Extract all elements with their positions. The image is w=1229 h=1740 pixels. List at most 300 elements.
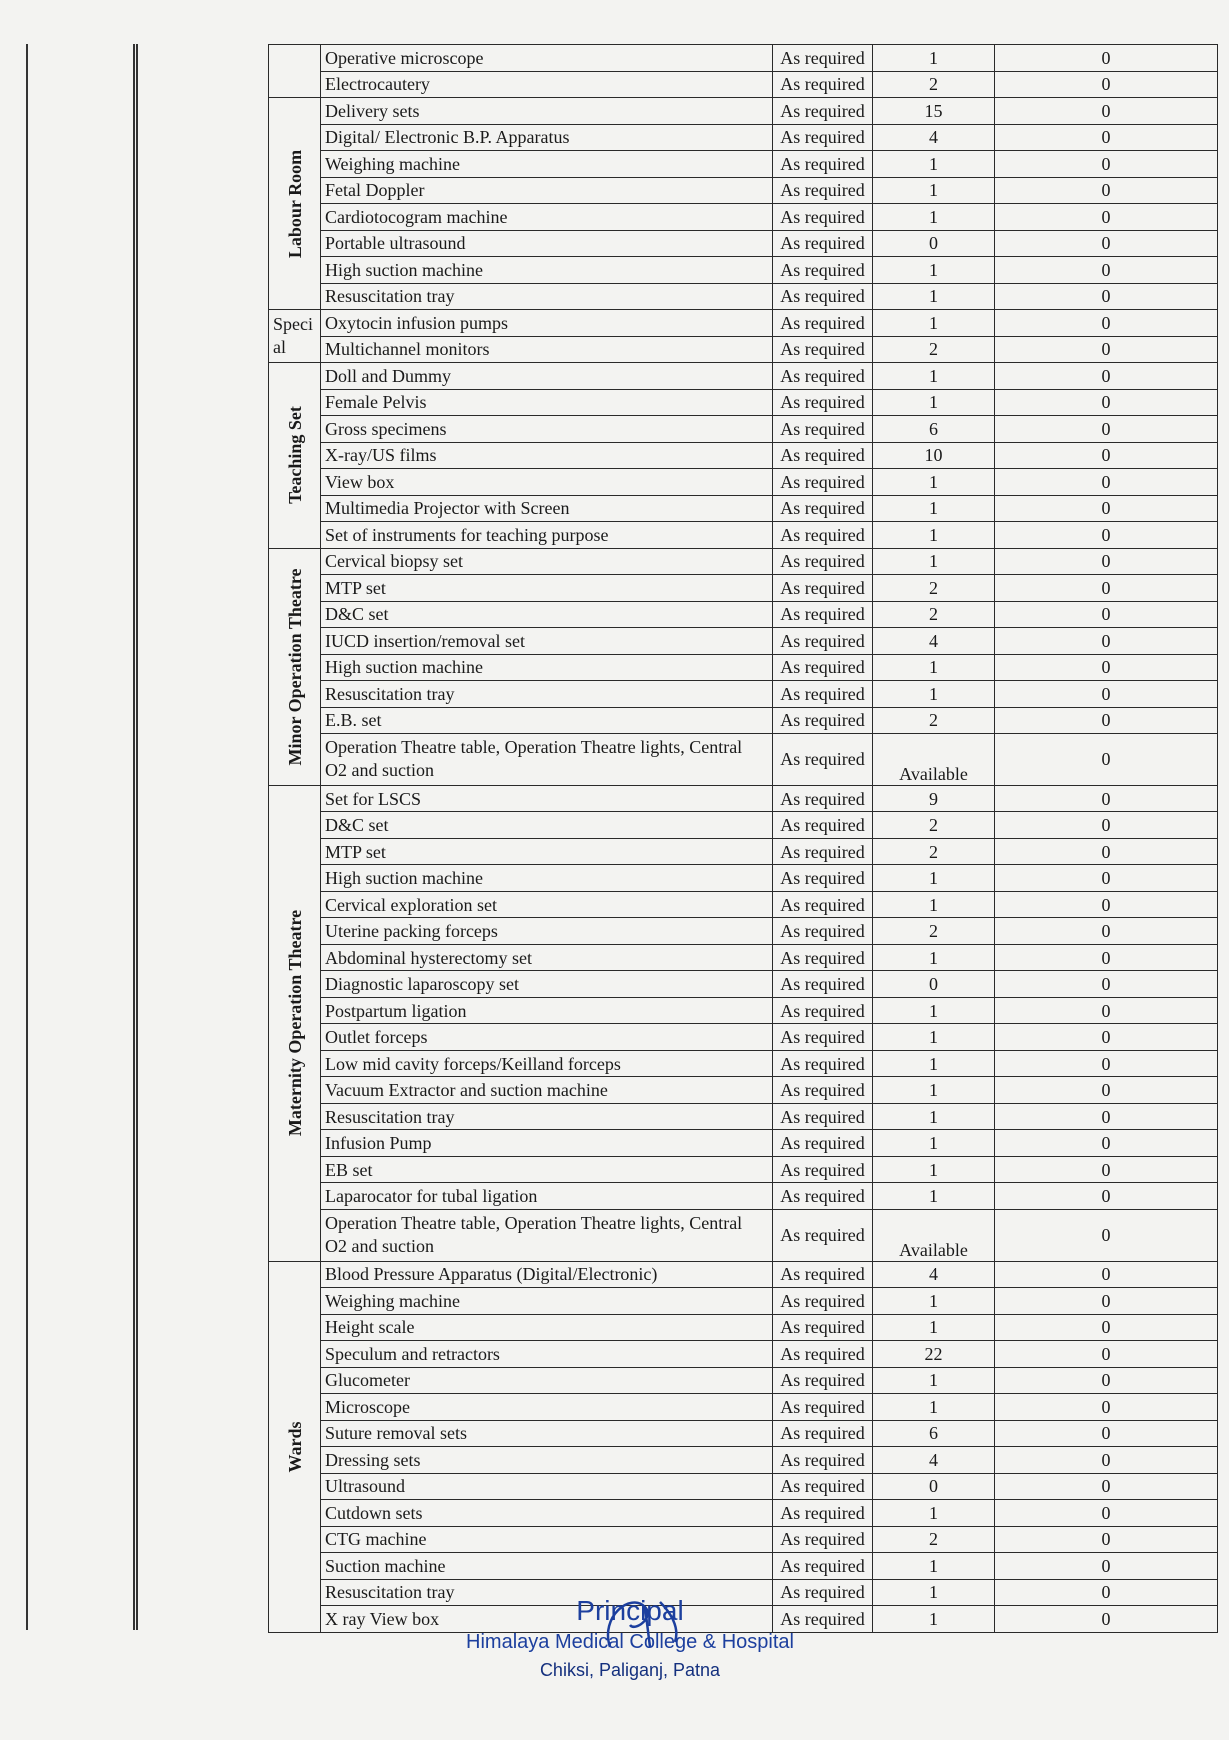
equipment-name: Suction machine <box>321 1553 773 1580</box>
requirement: As required <box>773 1341 873 1368</box>
table-row <box>269 1024 1218 1051</box>
section-label-cell <box>269 1261 321 1632</box>
deficiency: 0 <box>995 1420 1218 1447</box>
equipment-name: MTP set <box>321 838 773 865</box>
requirement: As required <box>773 1526 873 1553</box>
equipment-name: High suction machine <box>321 865 773 892</box>
available-quantity: 4 <box>873 1447 995 1474</box>
equipment-name: D&C set <box>321 812 773 839</box>
available-quantity: 1 <box>873 1130 995 1157</box>
requirement: As required <box>773 1183 873 1210</box>
deficiency: 0 <box>995 575 1218 602</box>
table-row <box>269 891 1218 918</box>
table-row <box>269 1447 1218 1474</box>
requirement: As required <box>773 891 873 918</box>
table-row <box>269 601 1218 628</box>
available-quantity: 4 <box>873 1261 995 1288</box>
table-row <box>269 681 1218 708</box>
table-row <box>269 310 1218 337</box>
requirement: As required <box>773 151 873 178</box>
requirement: As required <box>773 257 873 284</box>
equipment-name: Weighing machine <box>321 1288 773 1315</box>
available-quantity: 4 <box>873 124 995 151</box>
table-row <box>269 522 1218 549</box>
requirement: As required <box>773 812 873 839</box>
available-quantity: 6 <box>873 1420 995 1447</box>
table-row <box>269 1156 1218 1183</box>
table-row <box>269 1209 1218 1261</box>
deficiency: 0 <box>995 45 1218 72</box>
deficiency: 0 <box>995 257 1218 284</box>
table-row <box>269 1420 1218 1447</box>
available-quantity: 1 <box>873 681 995 708</box>
requirement: As required <box>773 469 873 496</box>
requirement: As required <box>773 124 873 151</box>
deficiency: 0 <box>995 151 1218 178</box>
available-quantity: 1 <box>873 1500 995 1527</box>
available-quantity: 2 <box>873 71 995 98</box>
requirement: As required <box>773 1606 873 1633</box>
equipment-name: CTG machine <box>321 1526 773 1553</box>
table-row <box>269 389 1218 416</box>
table-row <box>269 45 1218 72</box>
deficiency: 0 <box>995 416 1218 443</box>
available-quantity: 2 <box>873 1526 995 1553</box>
equipment-name: Diagnostic laparoscopy set <box>321 971 773 998</box>
available-quantity: 1 <box>873 1156 995 1183</box>
table-row <box>269 997 1218 1024</box>
requirement: As required <box>773 1156 873 1183</box>
requirement: As required <box>773 681 873 708</box>
deficiency: 0 <box>995 1553 1218 1580</box>
deficiency: 0 <box>995 707 1218 734</box>
deficiency: 0 <box>995 1606 1218 1633</box>
requirement: As required <box>773 71 873 98</box>
table-row <box>269 469 1218 496</box>
requirement: As required <box>773 1130 873 1157</box>
deficiency: 0 <box>995 495 1218 522</box>
equipment-name: View box <box>321 469 773 496</box>
deficiency: 0 <box>995 1077 1218 1104</box>
available-quantity: 1 <box>873 891 995 918</box>
requirement: As required <box>773 601 873 628</box>
equipment-name: Cervical biopsy set <box>321 548 773 575</box>
table-row <box>269 283 1218 310</box>
requirement: As required <box>773 1447 873 1474</box>
table-row <box>269 971 1218 998</box>
available-quantity: 1 <box>873 1606 995 1633</box>
section-label: Maternity Operation Theatre <box>284 910 305 1137</box>
table-row <box>269 1077 1218 1104</box>
requirement: As required <box>773 654 873 681</box>
available-quantity: 2 <box>873 707 995 734</box>
available-quantity: 22 <box>873 1341 995 1368</box>
deficiency: 0 <box>995 812 1218 839</box>
deficiency: 0 <box>995 944 1218 971</box>
table-row <box>269 1103 1218 1130</box>
available-quantity: 4 <box>873 628 995 655</box>
deficiency: 0 <box>995 1500 1218 1527</box>
table-row <box>269 654 1218 681</box>
equipment-name: Vacuum Extractor and suction machine <box>321 1077 773 1104</box>
available-quantity: 1 <box>873 548 995 575</box>
table-row <box>269 177 1218 204</box>
section-label-cell <box>269 310 321 363</box>
requirement: As required <box>773 416 873 443</box>
equipment-name: Ultrasound <box>321 1473 773 1500</box>
requirement: As required <box>773 522 873 549</box>
available-quantity: 2 <box>873 838 995 865</box>
available-quantity: 1 <box>873 865 995 892</box>
table-row <box>269 1314 1218 1341</box>
deficiency: 0 <box>995 1394 1218 1421</box>
equipment-name: Delivery sets <box>321 98 773 125</box>
table-row <box>269 1183 1218 1210</box>
equipment-name: Digital/ Electronic B.P. Apparatus <box>321 124 773 151</box>
table-row <box>269 363 1218 390</box>
deficiency: 0 <box>995 283 1218 310</box>
table-row <box>269 1367 1218 1394</box>
available-quantity: 0 <box>873 230 995 257</box>
available-quantity: 2 <box>873 601 995 628</box>
table-row <box>269 918 1218 945</box>
deficiency: 0 <box>995 865 1218 892</box>
available-quantity: 15 <box>873 98 995 125</box>
table-row <box>269 628 1218 655</box>
equipment-name: Blood Pressure Apparatus (Digital/Electronic) <box>321 1261 773 1288</box>
available-quantity: 9 <box>873 785 995 812</box>
deficiency: 0 <box>995 971 1218 998</box>
table-row <box>269 1261 1218 1288</box>
equipment-name: Operation Theatre table, Operation Theatre lights, Central O2 and suction <box>321 734 773 786</box>
table-row <box>269 257 1218 284</box>
section-label: Teaching Set <box>284 406 305 505</box>
deficiency: 0 <box>995 336 1218 363</box>
equipment-name: X ray View box <box>321 1606 773 1633</box>
table-row <box>269 1050 1218 1077</box>
requirement: As required <box>773 1288 873 1315</box>
deficiency: 0 <box>995 1288 1218 1315</box>
college-address: Chiksi, Paliganj, Patna <box>539 1660 721 1680</box>
table-row <box>269 865 1218 892</box>
available-quantity: 1 <box>873 1024 995 1051</box>
table-row <box>269 548 1218 575</box>
requirement: As required <box>773 1553 873 1580</box>
available-quantity: Available <box>873 734 995 786</box>
available-quantity: 0 <box>873 1473 995 1500</box>
requirement: As required <box>773 1394 873 1421</box>
section-label: Labour Room <box>284 149 305 258</box>
table-row <box>269 71 1218 98</box>
deficiency: 0 <box>995 734 1218 786</box>
table-row <box>269 495 1218 522</box>
equipment-name: D&C set <box>321 601 773 628</box>
requirement: As required <box>773 1103 873 1130</box>
requirement: As required <box>773 1579 873 1606</box>
available-quantity: 1 <box>873 1553 995 1580</box>
equipment-name: Fetal Doppler <box>321 177 773 204</box>
available-quantity: 10 <box>873 442 995 469</box>
table-row <box>269 336 1218 363</box>
deficiency: 0 <box>995 124 1218 151</box>
requirement: As required <box>773 1261 873 1288</box>
section-label-cell <box>269 363 321 549</box>
equipment-name: EB set <box>321 1156 773 1183</box>
available-quantity: 1 <box>873 1314 995 1341</box>
deficiency: 0 <box>995 548 1218 575</box>
deficiency: 0 <box>995 363 1218 390</box>
equipment-name: Resuscitation tray <box>321 283 773 310</box>
deficiency: 0 <box>995 1367 1218 1394</box>
available-quantity: 1 <box>873 363 995 390</box>
deficiency: 0 <box>995 389 1218 416</box>
available-quantity: 1 <box>873 654 995 681</box>
requirement: As required <box>773 336 873 363</box>
deficiency: 0 <box>995 997 1218 1024</box>
available-quantity: 1 <box>873 389 995 416</box>
deficiency: 0 <box>995 891 1218 918</box>
table-row <box>269 944 1218 971</box>
deficiency: 0 <box>995 442 1218 469</box>
requirement: As required <box>773 1077 873 1104</box>
deficiency: 0 <box>995 1473 1218 1500</box>
requirement: As required <box>773 997 873 1024</box>
equipment-name: Suture removal sets <box>321 1420 773 1447</box>
requirement: As required <box>773 1314 873 1341</box>
margin-rule-left <box>26 44 28 1630</box>
available-quantity: 1 <box>873 283 995 310</box>
equipment-name: Set for LSCS <box>321 785 773 812</box>
section-label: Speci al <box>273 313 313 357</box>
deficiency: 0 <box>995 654 1218 681</box>
requirement: As required <box>773 1209 873 1261</box>
section-label-cell <box>269 98 321 310</box>
requirement: As required <box>773 1420 873 1447</box>
requirement: As required <box>773 734 873 786</box>
requirement: As required <box>773 838 873 865</box>
equipment-name: Female Pelvis <box>321 389 773 416</box>
table-row <box>269 230 1218 257</box>
section-label-cell <box>269 785 321 1261</box>
equipment-name: Infusion Pump <box>321 1130 773 1157</box>
available-quantity: 1 <box>873 151 995 178</box>
deficiency: 0 <box>995 204 1218 231</box>
equipment-name: Low mid cavity forceps/Keilland forceps <box>321 1050 773 1077</box>
equipment-name: Cardiotocogram machine <box>321 204 773 231</box>
table-row <box>269 838 1218 865</box>
deficiency: 0 <box>995 71 1218 98</box>
available-quantity: 2 <box>873 812 995 839</box>
table-row <box>269 1394 1218 1421</box>
deficiency: 0 <box>995 628 1218 655</box>
requirement: As required <box>773 204 873 231</box>
requirement: As required <box>773 944 873 971</box>
section-label-cell <box>269 548 321 785</box>
available-quantity: 1 <box>873 1103 995 1130</box>
table-row <box>269 575 1218 602</box>
deficiency: 0 <box>995 469 1218 496</box>
requirement: As required <box>773 918 873 945</box>
equipment-name: Oxytocin infusion pumps <box>321 310 773 337</box>
deficiency: 0 <box>995 98 1218 125</box>
available-quantity: 1 <box>873 997 995 1024</box>
equipment-name: Resuscitation tray <box>321 681 773 708</box>
available-quantity: 1 <box>873 1077 995 1104</box>
equipment-name: Abdominal hysterectomy set <box>321 944 773 971</box>
requirement: As required <box>773 628 873 655</box>
margin-rule-3 <box>136 44 138 1630</box>
requirement: As required <box>773 495 873 522</box>
deficiency: 0 <box>995 601 1218 628</box>
table-row <box>269 124 1218 151</box>
equipment-name: Multichannel monitors <box>321 336 773 363</box>
available-quantity: 1 <box>873 310 995 337</box>
requirement: As required <box>773 389 873 416</box>
equipment-name: X-ray/US films <box>321 442 773 469</box>
margin-rule-2 <box>133 44 135 1630</box>
requirement: As required <box>773 363 873 390</box>
equipment-name: Doll and Dummy <box>321 363 773 390</box>
available-quantity: 1 <box>873 469 995 496</box>
available-quantity: 1 <box>873 522 995 549</box>
available-quantity: 1 <box>873 1394 995 1421</box>
section-label: Minor Operation Theatre <box>284 568 305 766</box>
deficiency: 0 <box>995 1447 1218 1474</box>
table-row <box>269 442 1218 469</box>
deficiency: 0 <box>995 918 1218 945</box>
available-quantity: 1 <box>873 495 995 522</box>
available-quantity: 2 <box>873 336 995 363</box>
section-label: Wards <box>284 1421 305 1473</box>
table-row <box>269 416 1218 443</box>
equipment-name: Cervical exploration set <box>321 891 773 918</box>
requirement: As required <box>773 548 873 575</box>
deficiency: 0 <box>995 1050 1218 1077</box>
equipment-name: Resuscitation tray <box>321 1103 773 1130</box>
table-row <box>269 1526 1218 1553</box>
equipment-name: Portable ultrasound <box>321 230 773 257</box>
requirement: As required <box>773 707 873 734</box>
table-row <box>269 734 1218 786</box>
equipment-name: IUCD insertion/removal set <box>321 628 773 655</box>
deficiency: 0 <box>995 1103 1218 1130</box>
equipment-name: Weighing machine <box>321 151 773 178</box>
table-row <box>269 1500 1218 1527</box>
requirement: As required <box>773 230 873 257</box>
requirement: As required <box>773 1473 873 1500</box>
equipment-name: Resuscitation tray <box>321 1579 773 1606</box>
equipment-name: Dressing sets <box>321 1447 773 1474</box>
deficiency: 0 <box>995 1526 1218 1553</box>
equipment-name: Gross specimens <box>321 416 773 443</box>
available-quantity: 6 <box>873 416 995 443</box>
deficiency: 0 <box>995 1156 1218 1183</box>
available-quantity: 1 <box>873 1367 995 1394</box>
equipment-name: High suction machine <box>321 257 773 284</box>
available-quantity: 1 <box>873 1050 995 1077</box>
available-quantity: 1 <box>873 204 995 231</box>
equipment-name: Height scale <box>321 1314 773 1341</box>
table-row <box>269 204 1218 231</box>
section-label-cell <box>269 45 321 98</box>
available-quantity: 0 <box>873 971 995 998</box>
deficiency: 0 <box>995 1130 1218 1157</box>
deficiency: 0 <box>995 1261 1218 1288</box>
signature-stamp <box>440 1595 820 1681</box>
requirement: As required <box>773 1050 873 1077</box>
college-name: Himalaya Medical College & Hospital <box>466 1631 794 1653</box>
equipment-name: Cutdown sets <box>321 1500 773 1527</box>
requirement: As required <box>773 1024 873 1051</box>
equipment-name: Operation Theatre table, Operation Theatre lights, Central O2 and suction <box>321 1209 773 1261</box>
deficiency: 0 <box>995 838 1218 865</box>
requirement: As required <box>773 785 873 812</box>
deficiency: 0 <box>995 785 1218 812</box>
table-row <box>269 1130 1218 1157</box>
requirement: As required <box>773 971 873 998</box>
principal-title: Principal <box>576 1595 684 1626</box>
equipment-name: Postpartum ligation <box>321 997 773 1024</box>
equipment-name: Electrocautery <box>321 71 773 98</box>
table-row <box>269 785 1218 812</box>
table-row <box>269 1553 1218 1580</box>
table-row <box>269 812 1218 839</box>
equipment-table <box>268 44 1218 1633</box>
table-row <box>269 707 1218 734</box>
deficiency: 0 <box>995 310 1218 337</box>
requirement: As required <box>773 575 873 602</box>
requirement: As required <box>773 865 873 892</box>
available-quantity: 1 <box>873 1288 995 1315</box>
requirement: As required <box>773 1367 873 1394</box>
deficiency: 0 <box>995 681 1218 708</box>
table-row <box>269 1288 1218 1315</box>
requirement: As required <box>773 1500 873 1527</box>
deficiency: 0 <box>995 1209 1218 1261</box>
table-row <box>269 1473 1218 1500</box>
deficiency: 0 <box>995 1341 1218 1368</box>
table-row <box>269 98 1218 125</box>
requirement: As required <box>773 283 873 310</box>
equipment-name: Operative microscope <box>321 45 773 72</box>
requirement: As required <box>773 177 873 204</box>
available-quantity: 2 <box>873 575 995 602</box>
table-row <box>269 151 1218 178</box>
equipment-name: Outlet forceps <box>321 1024 773 1051</box>
deficiency: 0 <box>995 230 1218 257</box>
available-quantity: 2 <box>873 918 995 945</box>
deficiency: 0 <box>995 1183 1218 1210</box>
available-quantity: 1 <box>873 1183 995 1210</box>
equipment-name: E.B. set <box>321 707 773 734</box>
equipment-name: Set of instruments for teaching purpose <box>321 522 773 549</box>
requirement: As required <box>773 98 873 125</box>
equipment-name: Uterine packing forceps <box>321 918 773 945</box>
equipment-name: MTP set <box>321 575 773 602</box>
equipment-name: High suction machine <box>321 654 773 681</box>
equipment-name: Multimedia Projector with Screen <box>321 495 773 522</box>
deficiency: 0 <box>995 1024 1218 1051</box>
deficiency: 0 <box>995 1314 1218 1341</box>
table-row <box>269 1341 1218 1368</box>
deficiency: 0 <box>995 1579 1218 1606</box>
deficiency: 0 <box>995 522 1218 549</box>
available-quantity: 1 <box>873 177 995 204</box>
equipment-name: Microscope <box>321 1394 773 1421</box>
available-quantity: 1 <box>873 45 995 72</box>
available-quantity: 1 <box>873 1579 995 1606</box>
deficiency: 0 <box>995 177 1218 204</box>
